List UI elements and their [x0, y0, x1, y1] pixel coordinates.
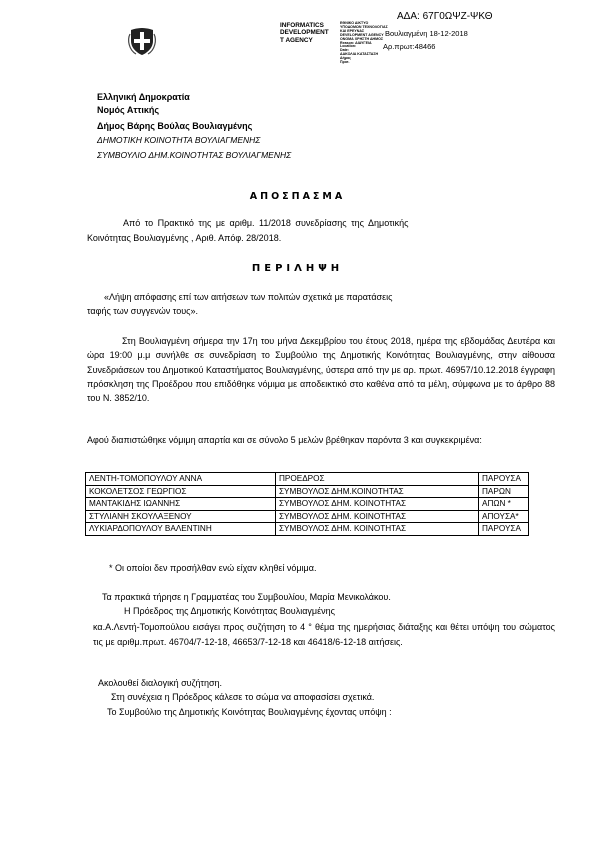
table-row: [86, 523, 529, 536]
intro-line-1: Από το Πρακτικό της με αριθμ. 11/2018 συνεδρίασης της Δημοτικής: [123, 218, 409, 228]
council-considering-line: Το Συμβούλιο της Δημοτικής Κοινότητας Βουλιαγμένης έχοντας υπόψη :: [107, 707, 392, 717]
member-role: ΣΥΜΒΟΥΛΟΣ ΔΗΜ. ΚΟΙΝΟΤΗΤΑΣ: [276, 498, 479, 511]
protocol-number: Αρ.πρωτ:48466: [383, 42, 436, 51]
publication-date: Βουλιαγμένη 18-12-2018: [385, 29, 468, 38]
signature-line: ΚΑΙ ΕΡΕΥΝΑΣ: [340, 28, 365, 33]
signature-line: Date:: [340, 48, 349, 53]
signature-line: ΕΘΝΙΚΟ ΔΙΚΤΥΟ: [340, 21, 369, 25]
discussion-line: Ακολουθεί διαλογική συζήτηση.: [98, 678, 223, 688]
signature-line: DEVELOPMENT AGENCY: [340, 32, 384, 37]
intro-line-2: Κοινότητας Βουλιαγμένης , Αριθ. Απόφ. 28/2018.: [87, 233, 282, 243]
member-status: ΠΑΡΟΥΣΑ: [479, 473, 529, 486]
members-table: [85, 472, 529, 536]
member-name: ΛΥΚΙΑΡΔΟΠΟΥΛΟΥ ΒΑΛΕΝΤΙΝΗ: [86, 523, 276, 536]
member-status: ΠΑΡΟΥΣΑ: [479, 523, 529, 536]
member-status: ΑΠΟΥΣΑ*: [479, 510, 529, 523]
community-line: ΔΗΜΟΤΙΚΗ ΚΟΙΝΟΤΗΤΑ ΒΟΥΛΙΑΓΜΕΝΗΣ: [97, 135, 261, 145]
quorum-paragraph: Αφού διαπιστώθηκε νόμιμη απαρτία και σε σύνολο 5 μελών βρέθηκαν παρόντα 3 και συγκεκριμένα:: [87, 435, 482, 445]
meeting-paragraph: Στη Βουλιαγμένη σήμερα την 17η του μήνα Δεκεμβρίου του έτους 2018, ημέρα της εβδομάδας Δευτέρα και ώρα 19:00 μ.μ συνήλθε σε συνεδρίαση το Συμβούλιο της Δημοτικής Κοινότητας Βουλιαγμένης, στην αίθουσα Συνεδριάσεων του Δημοτικού Καταστήματος Βουλιαγμένης, ύστερα από την με αρ. πρωτ. 46957/10.12.2018 έγγραφη πρόσκληση της Προέδρου που επιδόθηκε νόμιμα με αποδεικτικό στο καθένα από τα μέλη, σύμφωνα με το άρθρο 88 του Ν. 3852/10.: [87, 336, 555, 404]
minutes-line: Τα πρακτικά τήρησε η Γραμματέας του Συμβουλίου, Μαρία Μενικολάκου.: [102, 592, 391, 602]
member-status: ΠΑΡΩΝ: [479, 485, 529, 498]
signature-line: ΔΑΚΟΛΙΑ ΚΑΤΑΣΤΑΣΗ: [340, 52, 379, 57]
member-name: ΜΑΝΤΑΚΙΔΗΣ ΙΩΑΝΝΗΣ: [86, 498, 276, 511]
signature-line: Location:: [340, 44, 357, 49]
member-role: ΠΡΟΕΔΡΟΣ: [276, 473, 479, 486]
table-row: [86, 498, 529, 511]
table-row: [86, 510, 529, 523]
member-name: ΛΕΝΤΗ-ΤΟΜΟΠΟΥΛΟΥ ΑΝΝΑ: [86, 473, 276, 486]
council-line: ΣΥΜΒΟΥΛΙΟ ΔΗΜ.ΚΟΙΝΟΤΗΤΑΣ ΒΟΥΛΙΑΓΜΕΝΗΣ: [97, 150, 292, 160]
member-status: ΑΠΩΝ *: [479, 498, 529, 511]
agency-line: INFORMATICS: [280, 22, 324, 29]
vote-call-line: Στη συνέχεια η Πρόεδρος κάλεσε το σώμα να αποφασίσει σχετικά.: [111, 692, 375, 702]
signature-line: ΟΝΟΜΑ ΧΡΗΣΤΗ ΔΗΜΟΣ: [340, 36, 384, 41]
subject-line-2: ταφής των συγγενών τους».: [87, 306, 198, 316]
member-role: ΣΥΜΒΟΥΛΟΣ ΔΗΜ.ΚΟΙΝΟΤΗΤΑΣ: [276, 485, 479, 498]
member-name: ΣΤΥΛΙΑΝΗ ΣΚΟΥΛΑΞΕΝΟΥ: [86, 510, 276, 523]
prefecture-line: Νομός Αττικής: [97, 105, 160, 115]
greek-coat-of-arms-icon: [127, 26, 157, 56]
member-role: ΣΥΜΒΟΥΛΟΣ ΔΗΜ. ΚΟΙΝΟΤΗΤΑΣ: [276, 510, 479, 523]
republic-line: Ελληνική Δημοκρατία: [97, 92, 190, 102]
subject-line-1: «Λήψη απόφασης επί των αιτήσεων των πολιτών σχετικά με παρατάσεις: [104, 292, 393, 302]
signature-line: Προτ.: [340, 60, 350, 65]
absent-footnote: * Οι οποίοι δεν προσήλθαν ενώ είχαν κληθεί νόμιμα.: [109, 563, 317, 573]
signature-details: [340, 22, 388, 65]
table-row: [86, 473, 529, 486]
member-name: ΚΟΚΟΛΕΤΣΟΣ ΓΕΩΡΓΙΟΣ: [86, 485, 276, 498]
member-role: ΣΥΜΒΟΥΛΟΣ ΔΗΜ. ΚΟΙΝΟΤΗΤΑΣ: [276, 523, 479, 536]
municipality-line: Δήμος Βάρης Βούλας Βουλιαγμένης: [97, 121, 253, 131]
agency-line: T AGENCY: [280, 36, 313, 44]
signature-line: Reason: ΔΙΑΥΓΕΙΑ: [340, 40, 372, 45]
agency-line: DEVELOPMENT: [280, 29, 329, 37]
summary-title: ΠΕΡΙΛΗΨΗ: [251, 263, 344, 274]
table-row: [86, 485, 529, 498]
agency-stamp: [280, 22, 329, 44]
signature-line: ΥΠΟΔΟΜΩΝ ΤΕΧΝΟΛΟΓΙΑΣ: [340, 24, 388, 29]
ada-code: ΑΔΑ: 67Γ0ΩΨΖ-ΨΚΘ: [397, 11, 493, 22]
document-title: ΑΠΟΣΠΑΣΜΑ: [249, 191, 346, 202]
president-line: Η Πρόεδρος της Δημοτικής Κοινότητας Βουλιαγμένης: [124, 606, 335, 616]
signature-line: Δήμος: [340, 56, 352, 61]
agenda-paragraph: κα.Α.Λεντή-Τομοπούλου εισάγει προς συζήτηση το 4 ° θέμα της ημερήσιας διάταξης και θέτει υπόψη του σώματος τις με αριθμ.πρωτ. 46704/7-12-18, 46653/7-12-18 και 46418/6-12-18 αιτήσεις.: [93, 622, 555, 647]
